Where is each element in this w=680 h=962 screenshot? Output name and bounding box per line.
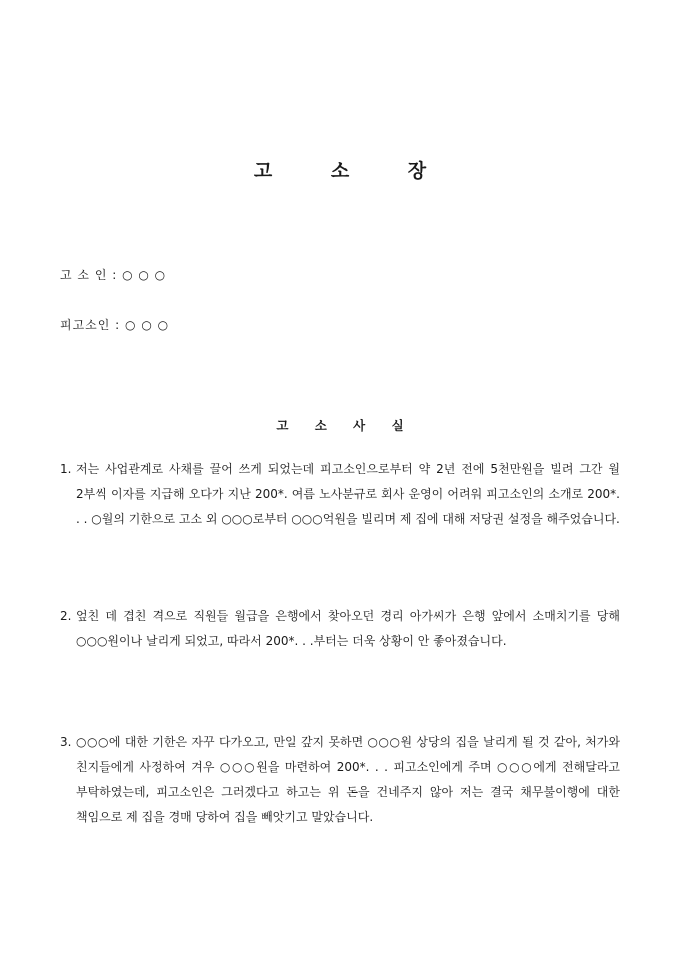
- defendant-line: 피고소인 : ○ ○ ○: [60, 318, 170, 332]
- section-title: 고 소 사 실: [276, 418, 415, 433]
- complainant-line: 고 소 인 : ○ ○ ○: [60, 268, 167, 282]
- fact-number: 3.: [60, 735, 72, 749]
- fact-text: 저는 사업관계로 사채를 끌어 쓰게 되었는데 피고소인으로부터 약 2년 전에 5천만원을 빌려 그간 월 2부씩 이자를 지급해 오다가 지난 200*. 여름 노사분규로 회사 운영이 어려워 피고소인의 소개로 200*. . . ○월의 기한으로 고소 외 ○○○로부터 ○○○억원을 빌리며 제 집에 대해 저당권 설정을 해주었습니다.: [76, 462, 620, 526]
- fact-text: ○○○에 대한 기한은 자꾸 다가오고, 만일 갚지 못하면 ○○○원 상당의 집을 날리게 될 것 같아, 처가와 친지들에게 사정하여 겨우 ○○○원을 마련하여 200*. . . 피고소인에게 주며 ○○○에게 전해달라고 부탁하였는데, 피고소인은 그러겠다고 하고는 위 돈을 건네주지 않아 저는 결국 채무불이행에 대한 책임으로 제 집을 경매 당하여 집을 빼앗기고 말았습니다.: [76, 735, 620, 824]
- fact-number: 1.: [60, 462, 72, 476]
- document-title: 고 소 장: [253, 160, 453, 182]
- fact-number: 2.: [60, 609, 72, 623]
- fact-paragraph-3: [60, 730, 620, 830]
- fact-paragraph-1: [60, 457, 620, 532]
- fact-text: 엎친 데 겹친 격으로 직원들 월급을 은행에서 찾아오던 경리 아가씨가 은행 앞에서 소매치기를 당해 ○○○원이나 날리게 되었고, 따라서 200*. . .부터는 더욱 상황이 안 좋아졌습니다.: [76, 609, 620, 648]
- fact-paragraph-2: [60, 604, 620, 654]
